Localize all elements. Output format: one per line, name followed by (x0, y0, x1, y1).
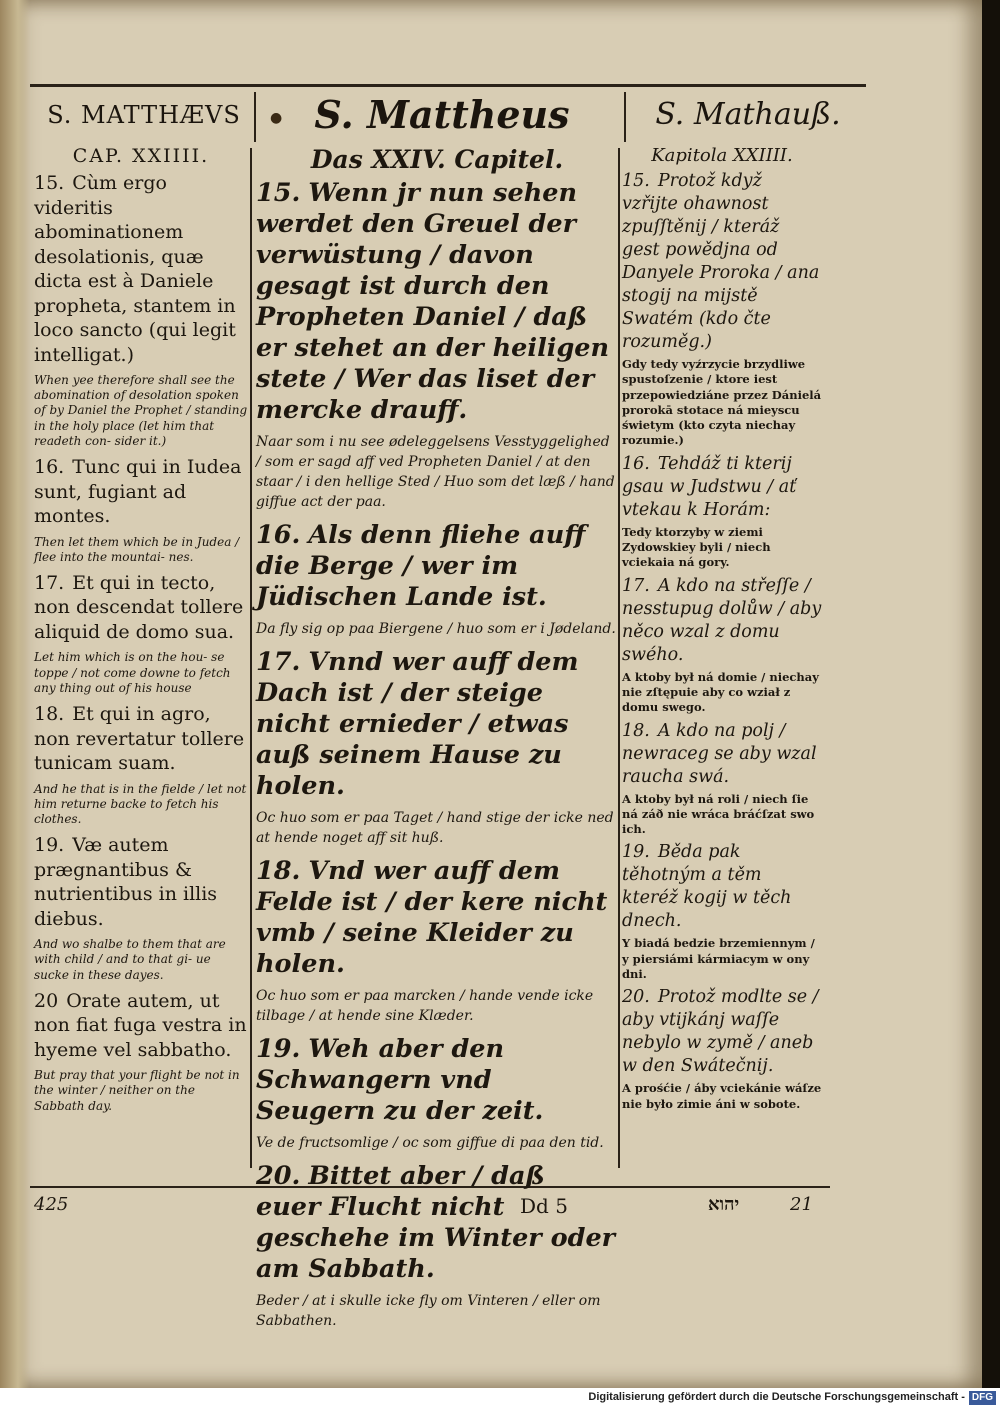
page-number: 425 (34, 1194, 69, 1215)
polish-note-15: Gdy tedy vyźrzycie brzydliwe spustoſzenie / ktore iest przepowiedziáne przez Dánielá prorokā stotace ná mieyscu świetym (kto czyta niechay rozumie.) (622, 357, 822, 448)
polish-note-16: Tedy ktorzyby w ziemi Zydowskiey byli / niech vciekaia ná gory. (622, 524, 771, 570)
english-note-15: When yee therefore shall see the abomination of desolation spoken of by Daniel the Prophet / standing in the holy place (let him that readeth con- sider it.) (34, 373, 248, 448)
czech-verse-18: 18. A kdo na polj / newraceg se aby wzal raucha swá. (622, 720, 817, 787)
czech-verse-15: 15. Protož když vzřijte ohawnost zpuſſtěnij / kteráž gest powědjna od Danyele Proroka / ana stogij na mijstě Swatém (kdo čte rozuměg.) (622, 171, 820, 352)
polish-note-17: A ktoby był ná domie / niechay nie zſtępuie aby co wział z domu swego. (622, 669, 819, 715)
latin-column (34, 145, 248, 1120)
german-verse-20: 20. Bittet aber / daß euer Flucht nicht geschehe im Winter oder am Sabbath. (256, 1161, 616, 1284)
czech-verse-16: 16. Tehdáž ti kterij gsau w Judstwu / ať vtekau k Horám: (622, 453, 797, 520)
danish-note-17: Oc huo som er paa Taget / hand stige der icke ned at hende noget aff sit huß. (256, 810, 614, 846)
polish-note-19: Y biadá bedzie brzemiennym / y piersiámi kármiacym w ony dni. (622, 936, 815, 982)
czech-chapter-heading: Kapitola XXIIII. (651, 145, 793, 166)
latin-verse-15: 15. Cùm ergo videritis abominationem desolationis, quæ dicta est à Daniele propheta, stantem in loco sancto (qui legit intelligat.) (34, 172, 236, 366)
column-divider-left (250, 148, 252, 1168)
top-rule (30, 84, 866, 87)
digitization-credit (0, 1388, 1000, 1406)
danish-note-19: Ve de fructsomlige / oc som giffue di paa den tid. (256, 1135, 604, 1151)
czech-header: S. Mathauß. (655, 97, 841, 132)
german-verse-19: 19. Weh aber den Schwangern vnd Seugern zu der zeit. (256, 1034, 544, 1126)
header-divider-right (624, 92, 626, 142)
german-verse-16: 16. Als denn fliehe auff die Berge / wer im Jüdischen Lande ist. (256, 520, 586, 612)
header-divider-left (254, 92, 256, 142)
danish-note-15: Naar som i nu see ødeleggelsens Vesstyggelighed / som er sagd aff ved Propheten Daniel / at den staar / i den hellige Sted / Huo som det læß / hand giffue act der paa. (256, 434, 615, 510)
signature-mark: Dd 5 (520, 1194, 568, 1218)
page-spine-shadow (0, 0, 30, 1388)
english-note-18: And he that is in the fielde / let not him returne backe to fetch his clothes. (34, 781, 247, 826)
credit-text: Digitalisierung gefördert durch die Deutsche Forschungsgemeinschaft - (588, 1391, 965, 1403)
english-note-16: Then let them which be in Judea / flee into the mountai- nes. (34, 534, 240, 564)
polish-note-20: A prośćie / áby vciekánie wáſze nie było zimie áni w sobote. (622, 1081, 822, 1111)
english-note-19: And wo shalbe to them that are with child / and to that gi- ue sucke in these dayes. (34, 937, 226, 982)
header-ornament: ● (270, 110, 283, 126)
german-chapter-heading: Das XXIV. Capitel. (310, 145, 564, 174)
german-verse-18: 18. Vnd wer auff dem Felde ist / der kere nicht vmb / seine Kleider zu holen. (256, 856, 608, 979)
german-verse-15: 15. Wenn jr nun sehen werdet den Greuel der verwüstung / davon gesagt ist durch den Propheten Daniel / daß er stehet an der heiligen stete / Wer das liset der mercke drauff. (256, 178, 610, 425)
german-column (256, 145, 618, 1339)
latin-verse-20: 20 Orate autem, ut non fiat fuga vestra in hyeme vel sabbatho. (34, 989, 247, 1061)
danish-note-16: Da fly sig op paa Biergene / huo som er i Jødeland. (256, 621, 616, 637)
dfg-logo: DFG (969, 1391, 996, 1405)
verse-reference: 21 (790, 1194, 813, 1215)
latin-verse-17: 17. Et qui in tecto, non descendat tollere aliquid de domo sua. (34, 571, 244, 643)
english-note-20: But pray that your flight be not in the winter / neither on the Sabbath day. (34, 1068, 240, 1113)
czech-verse-17: 17. A kdo na střeſſe / nesstupug dolůw / aby něco wzal z domu swého. (622, 575, 822, 665)
polish-note-18: A ktoby był ná roli / niech ſie ná záð nie wráca bráćſzat swo ich. (622, 791, 815, 837)
latin-chapter-heading: CAP. XXIIII. (72, 145, 210, 167)
german-header: S. Mattheus (314, 92, 570, 137)
english-note-17: Let him which is on the hou- se toppe / not come downe to fetch any thing out of his house (34, 650, 231, 695)
hebrew-word: יהוא (708, 1194, 740, 1215)
czech-verse-20: 20. Protož modlte se / aby vtijkánj waſſe nebylo w zymě / aneb w den Swátečnij. (622, 987, 819, 1077)
danish-note-20: Beder / at i skulle icke fly om Vinteren / eller om Sabbathen. (256, 1293, 601, 1329)
latin-verse-16: 16. Tunc qui in Iudea sunt, fugiant ad montes. (34, 456, 242, 528)
german-verse-17: 17. Vnnd wer auff dem Dach ist / der steige nicht ernieder / etwas auß seinem Hause zu holen. (256, 647, 579, 801)
column-divider-right (618, 148, 620, 1168)
danish-note-18: Oc huo som er paa marcken / hande vende icke tilbage / at hende sine Klæder. (256, 988, 594, 1024)
latin-header: S. MATTHÆVS (47, 101, 241, 129)
latin-verse-18: 18. Et qui in agro, non revertatur tollere tunicam suam. (34, 703, 245, 775)
latin-verse-19: 19. Væ autem prægnantibus & nutrientibus in illis diebus. (34, 834, 218, 930)
czech-verse-19: 19. Běda pak těhotným a těm kteréž kogij w těch dnech. (622, 842, 792, 932)
czech-column (622, 145, 822, 1116)
